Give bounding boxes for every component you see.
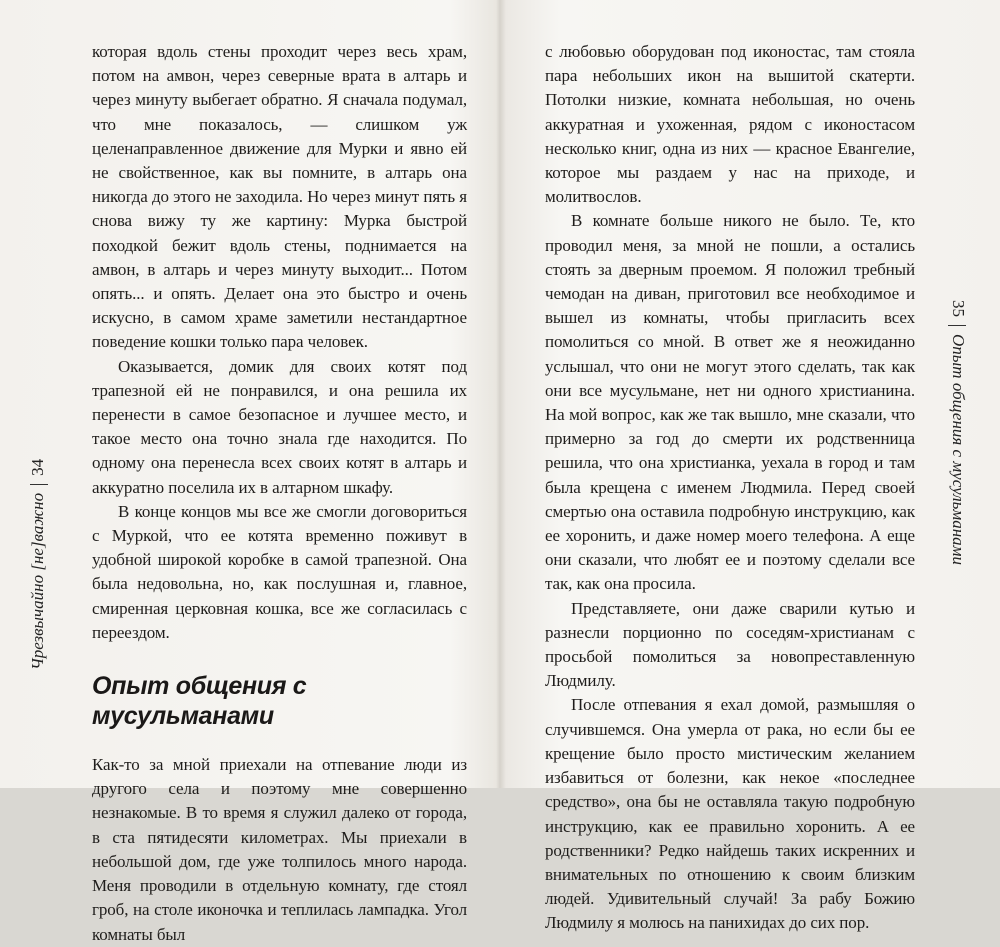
right-running-head-text: Опыт общения с мусульманами (949, 334, 968, 566)
left-paragraph-1: которая вдоль стены проходит через весь храм, потом на амвон, через северные врата в алтарь и через минуту выбегает обратно. Я сначала подумал, что мне показалось, — слишком уж целенаправленное движение для Мурки и явно ей не свойственное, как вы помните, в алтарь она никогда до этого не заходила. Но через минут пять я снова вижу ту же картину: Мурка быстрой походкой бежит вдоль стены, поднимается на амвон, в алтарь и через минуту выходит... Потом опять... и опять. Делает она это быстро и очень искусно, в самом храме заметили нестандартное поведение кошки только пара человек. (92, 42, 467, 352)
left-paragraph-3: В конце концов мы все же смогли договориться с Муркой, что ее котята временно поживут в удобной широкой коробке в самой трапезной. Она была недовольна, но, как послушная и, главное, смиренная церковная кошка, все же согласилась с переездом. (92, 501, 467, 642)
left-folio-divider (30, 484, 48, 485)
left-running-header (28, 459, 48, 670)
right-page (545, 40, 915, 936)
right-running-header (948, 300, 968, 565)
left-page (92, 40, 467, 947)
right-paragraph-4: После отпевания я ехал домой, размышляя о случившемся. Она умерла от рака, но если бы ее крещение было просто мистическим желанием избавиться от болезни, как некое «последнее средство», она бы не оставляла такую подробную инструкцию, как ее правильно хоронить. А ее родственники? Редко найдешь таких искренних и внимательных по отношению к своим близким людей. Удивительный случай! За рабу Божию Людмилу я молюсь на панихидах до сих пор. (545, 695, 915, 933)
left-page-number: 34 (28, 458, 47, 476)
left-paragraph-4: Как-то за мной приехали на отпевание люди из другого села и поэтому мне совершенно незнакомые. В то время я служил далеко от города, в ста пятидесяти километрах. Мы приехали в небольшой дом, где уже толпилось много народа. Меня проводили в отдельную комнату, где стоял гроб, на столе иконочка и теплилась лампадка. Угол комнаты был (92, 755, 467, 944)
right-paragraph-2: В комнате больше никого не было. Те, кто проводил меня, за мной не пошли, а остались стоять за дверным проемом. Я положил требный чемодан на диван, приготовил все необходимое и вышел из комнаты, чтобы пригласить всех помолиться со мной. В ответ же я неожиданно услышал, что они не могут этого сделать, так как они все мусульмане, нет ни одного христианина. На мой вопрос, как же так вышло, мне сказали, что примерно за год до смерти их родственница решила, что она христианка, уехала в город и там была крещена с именем Людмила. Перед своей смертью она оставила подробную инструкцию, как ее хоронить, и даже номер моего телефона. А еще они сказали, что любят ее и поэтому сделали все так, как она просила. (545, 211, 915, 594)
left-running-head-text: Чрезвычайно [не]важно (28, 492, 47, 670)
left-paragraph-2: Оказывается, домик для своих котят под трапезной ей не понравился, и она решила их перенести в самое безопасное и лучшее место, и такое место она точно знала где находится. По одному она перенесла всех своих котят в алтарь и аккуратно поселила их в алтарном шкафу. (92, 356, 467, 497)
section-heading: Опыт общения с мусульманами (92, 672, 307, 731)
right-folio-divider (948, 325, 966, 326)
right-paragraph-1: с любовью оборудован под иконостас, там стояла пара небольших икон на вышитой скатерти. Потолки низкие, комната небольшая, но очень аккуратная и ухоженная, рядом с иконостасом несколько книг, одна из них — красное Евангелие, которое мы раздаем у нас на приходе, и молитвослов. (545, 42, 915, 207)
right-page-number: 35 (949, 300, 968, 317)
right-paragraph-3: Представляете, они даже сварили кутью и разнесли порционно по соседям-христианам с просьбой помолиться за новопреставленную Людмилу. (545, 598, 915, 691)
